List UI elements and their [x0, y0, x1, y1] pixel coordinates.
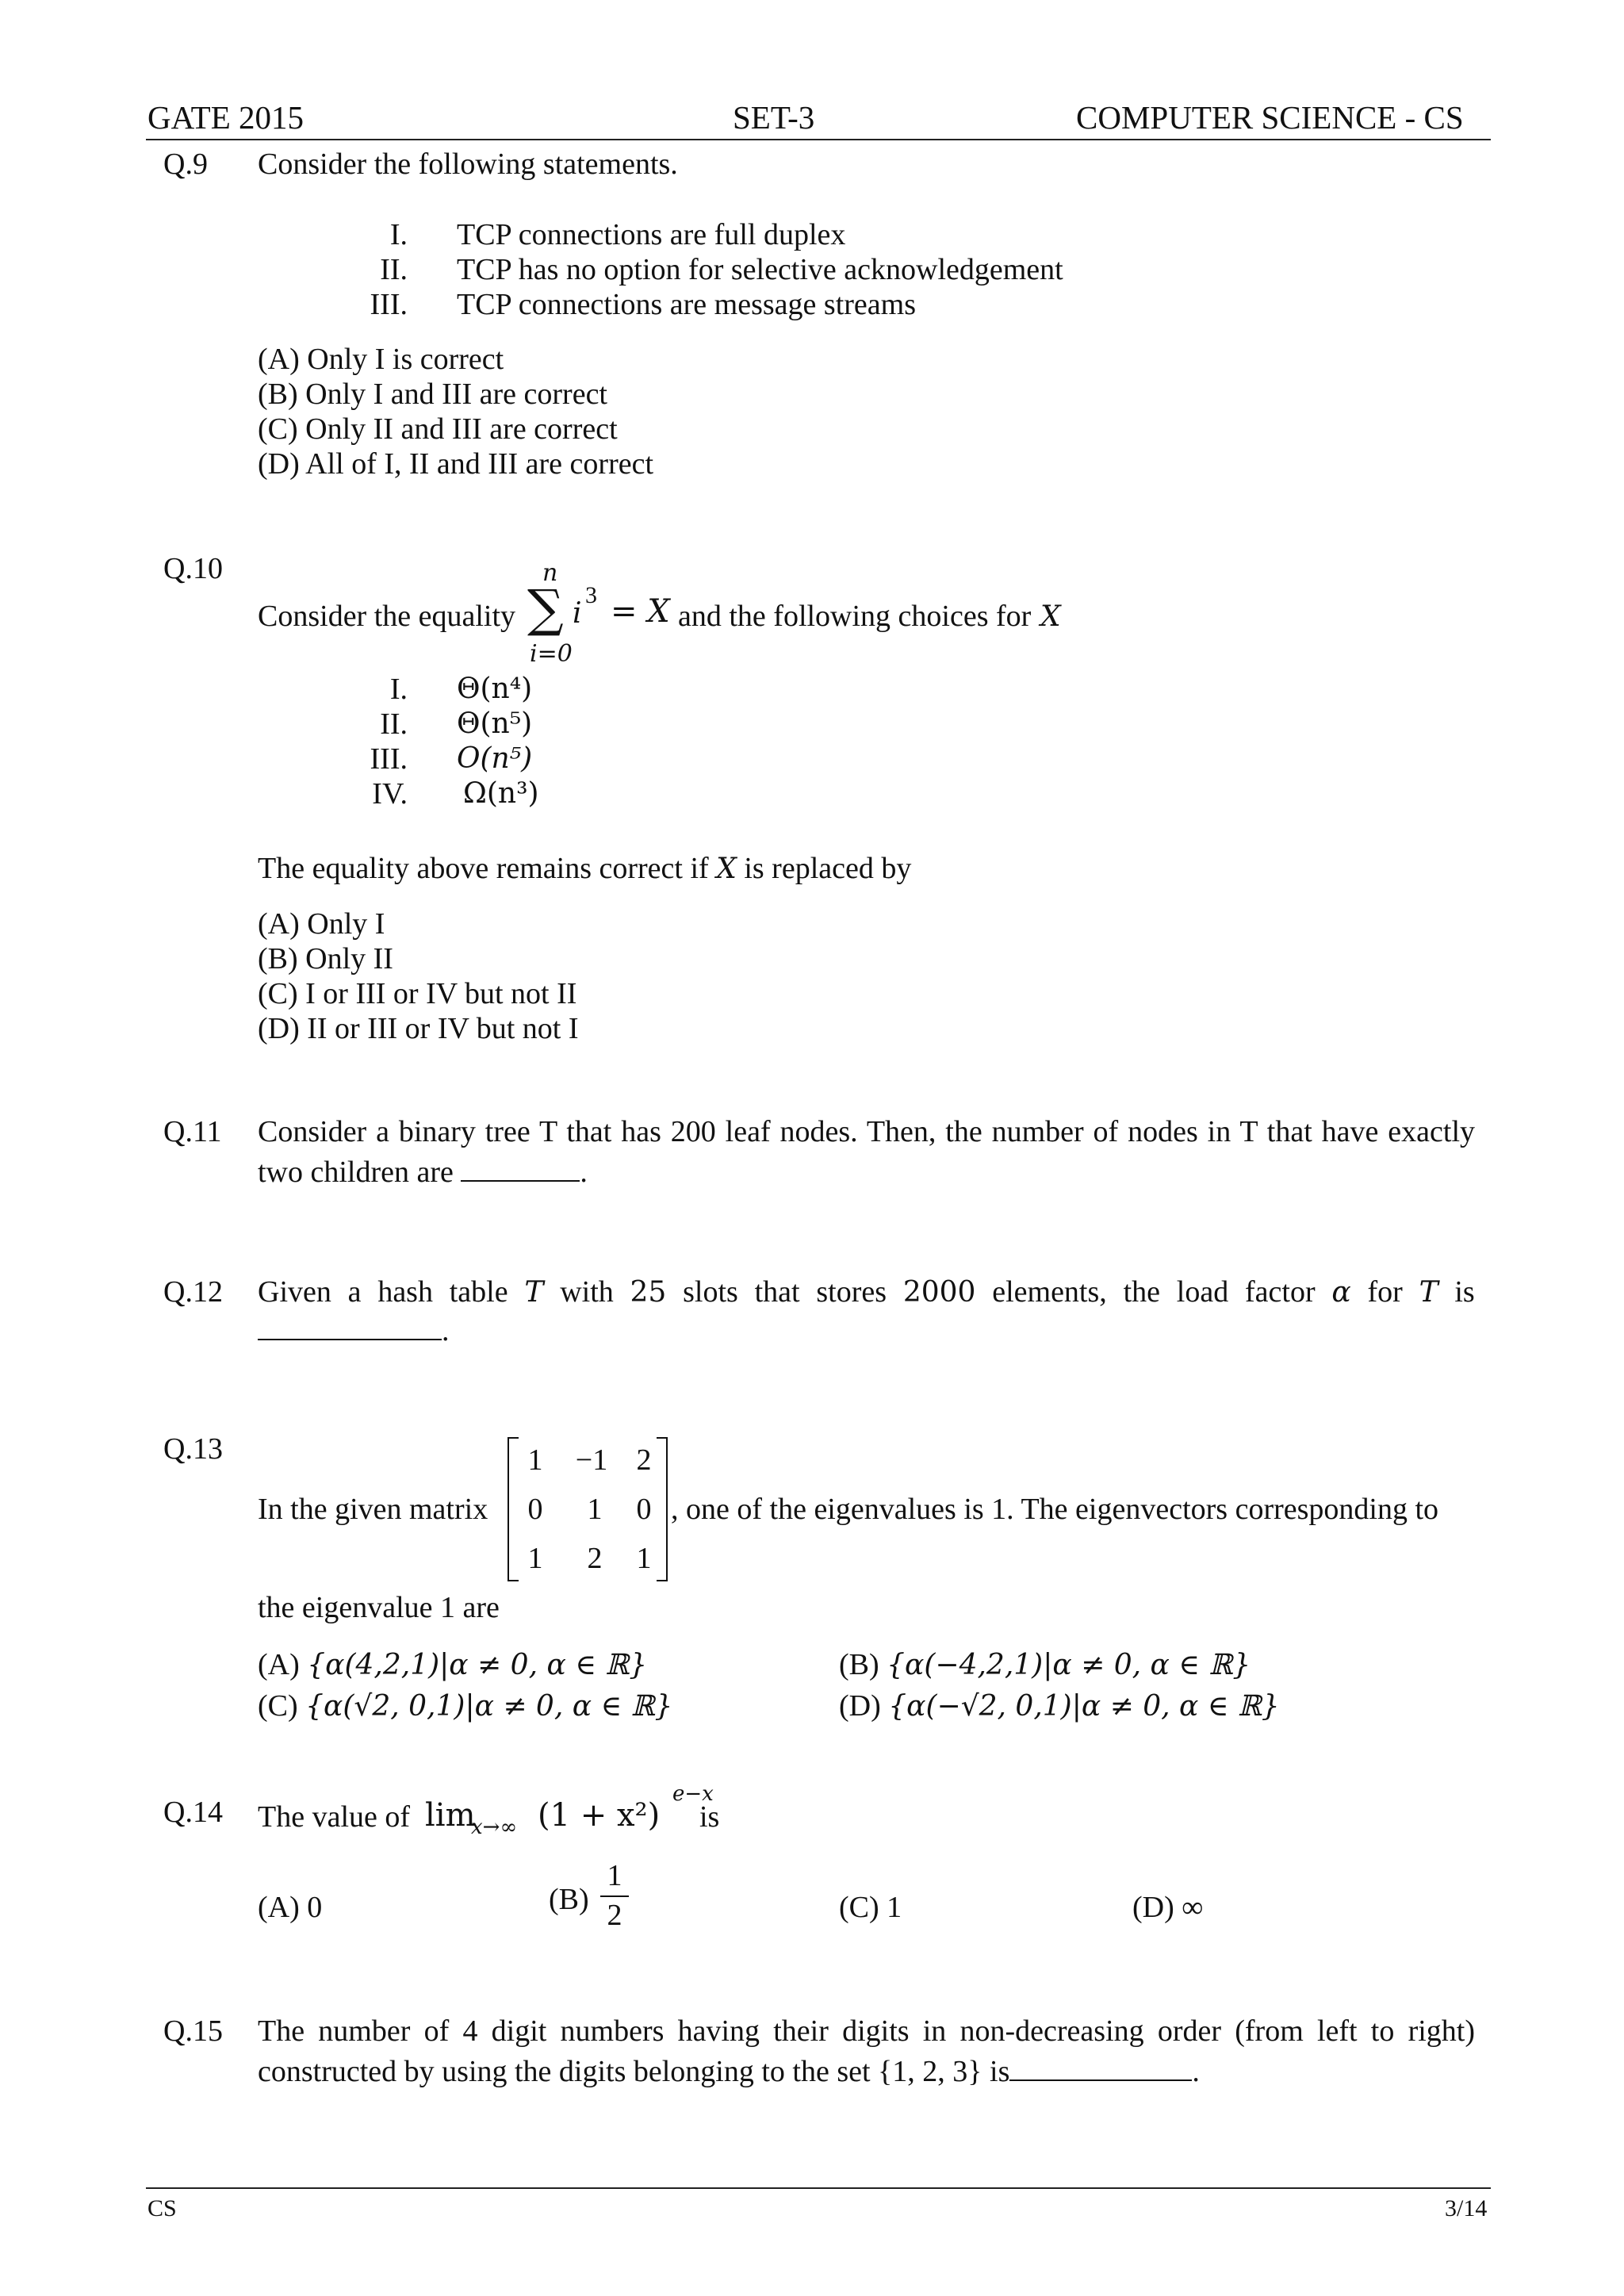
footer-paper-code: CS: [147, 2195, 177, 2221]
question-text: Consider the following statements.: [258, 148, 678, 181]
word: with: [560, 1275, 614, 1309]
question-number: Q.14: [163, 1796, 223, 1829]
limit-operator: lim: [425, 1797, 476, 1834]
word: Given: [258, 1275, 331, 1309]
question-text-part: is replaced by: [744, 852, 912, 885]
choice-text: O(n⁵): [457, 742, 533, 775]
choice-roman: III.: [370, 742, 408, 776]
question-text: , one of the eigenvalues is 1. The eigenvectors corresponding to: [671, 1493, 1439, 1526]
option-label: (A): [258, 1648, 300, 1681]
matrix-left-bracket: [508, 1437, 519, 1581]
option-text: {α(4,2,1)|α ≠ 0, α ∈ ℝ}: [307, 1649, 648, 1681]
question-text: The number of 4 digit numbers having their digits in non-decreasing order (from left to right): [258, 2014, 1475, 2048]
statement-text: TCP has no option for selective acknowledgement: [457, 253, 1063, 286]
statement-text: TCP connections are full duplex: [457, 218, 846, 251]
option-text: {α(√2, 0,1)|α ≠ 0, α ∈ ℝ}: [305, 1690, 673, 1723]
question-text-end: .: [1192, 2055, 1200, 2088]
header-subject: COMPUTER SCIENCE - CS: [1076, 99, 1464, 136]
question-number: Q.15: [163, 2014, 223, 2048]
word: slots: [683, 1275, 738, 1309]
word: that: [754, 1275, 800, 1309]
question-text-part: two children are: [258, 1156, 454, 1189]
question-text-end: .: [442, 1314, 450, 1347]
question-text: In the given matrix: [258, 1493, 488, 1526]
matrix-cell: 1: [636, 1542, 652, 1575]
statement-text: TCP connections are message streams: [457, 288, 916, 321]
limit-subscript: x→∞: [471, 1815, 518, 1839]
sum-lower-limit: i=0: [530, 640, 573, 668]
option-a: (A) Only I: [258, 907, 385, 941]
question-text: is: [699, 1800, 720, 1834]
word: elements,: [992, 1275, 1107, 1309]
option-d: (D) II or III or IV but not I: [258, 1012, 579, 1045]
word: hash: [377, 1275, 433, 1309]
footer-page-number: 3/14: [1445, 2195, 1488, 2221]
option-label: (B): [839, 1648, 879, 1681]
word: table: [449, 1275, 508, 1309]
option-a: [258, 1648, 647, 1683]
sum-exponent: 3: [585, 582, 597, 608]
option-c: [258, 1689, 672, 1724]
option-b-fraction: [600, 1859, 629, 1933]
matrix-cell: −1: [575, 1443, 608, 1477]
option-b: (B) Only II: [258, 942, 393, 976]
statement-roman: I.: [389, 218, 408, 251]
choice-text: Θ(n⁴): [457, 673, 533, 705]
number: 25: [630, 1276, 667, 1309]
summation-symbol: ∑: [527, 580, 564, 638]
word: for: [1367, 1275, 1403, 1309]
matrix-cell: 1: [587, 1493, 603, 1526]
choice-text: Θ(n⁵): [457, 707, 533, 740]
fraction-numerator: 1: [607, 1859, 622, 1892]
question-text: The value of: [258, 1800, 411, 1834]
word: factor: [1245, 1275, 1316, 1309]
answer-blank: [258, 1309, 442, 1340]
fraction-bar: [600, 1895, 629, 1897]
answer-blank: [461, 1150, 580, 1182]
limit-exponent: e−x: [672, 1782, 714, 1806]
choice-text: Ω(n³): [463, 777, 539, 810]
option-d: (D) All of I, II and III are correct: [258, 447, 654, 481]
question-text: [258, 1150, 588, 1190]
choice-roman: IV.: [372, 777, 408, 811]
option-d: (D) ∞: [1132, 1891, 1204, 1924]
question-number: Q.13: [163, 1432, 223, 1466]
matrix-cell: 1: [527, 1443, 543, 1477]
header-set: SET-3: [733, 99, 815, 136]
answer-line: [258, 1309, 450, 1349]
matrix-cell: 2: [636, 1443, 652, 1477]
limit-expression: (1 + x²): [538, 1797, 661, 1834]
variable-t: T: [524, 1276, 544, 1309]
word: is: [1454, 1275, 1475, 1309]
question-text-end: .: [580, 1156, 588, 1189]
option-c: (C) Only II and III are correct: [258, 412, 618, 446]
matrix-cell: 2: [587, 1542, 603, 1575]
question-text: the eigenvalue 1 are: [258, 1591, 500, 1624]
question-number: Q.10: [163, 552, 223, 585]
statement-roman: II.: [380, 253, 408, 286]
option-a: (A) 0: [258, 1891, 323, 1924]
header-exam: GATE 2015: [147, 99, 304, 136]
option-a: (A) Only I is correct: [258, 343, 504, 376]
question-text-part: The equality above remains correct if: [258, 852, 709, 885]
sum-term: i: [573, 597, 582, 630]
question-text: [258, 2049, 1200, 2090]
word: a: [347, 1275, 362, 1309]
question-number: Q.12: [163, 1275, 223, 1309]
question-text: Consider a binary tree T that has 200 leaf nodes. Then, the number of nodes in T that have exactly: [258, 1115, 1475, 1148]
question-text: Consider the equality: [258, 600, 516, 633]
variable-alpha: α: [1331, 1276, 1351, 1309]
sum-equals: = X: [611, 593, 670, 630]
sum-upper-limit: n: [542, 559, 558, 587]
option-b: (B) Only I and III are correct: [258, 378, 607, 411]
option-label: (D): [839, 1689, 881, 1723]
matrix-cell: 0: [636, 1493, 652, 1526]
number: 2000: [902, 1276, 976, 1309]
variable-t: T: [1419, 1276, 1438, 1309]
option-d: [839, 1689, 1280, 1724]
footer-rule: [146, 2187, 1491, 2189]
question-text: [258, 1275, 1475, 1310]
choice-roman: II.: [380, 707, 408, 741]
question-number: Q.9: [163, 148, 208, 181]
word: the: [1123, 1275, 1160, 1309]
matrix-cell: 1: [527, 1542, 543, 1575]
answer-blank: [1009, 2049, 1192, 2081]
matrix-cell: 0: [527, 1493, 543, 1526]
option-b-label: (B): [549, 1883, 589, 1916]
word: load: [1176, 1275, 1229, 1309]
header-rule: [146, 139, 1491, 140]
question-text-part: constructed by using the digits belonging to the set {1, 2, 3} is: [258, 2055, 1010, 2088]
statement-roman: III.: [370, 288, 408, 321]
variable-x: X: [716, 853, 737, 885]
fraction-denominator: 2: [607, 1898, 622, 1932]
option-text: {α(−√2, 0,1)|α ≠ 0, α ∈ ℝ}: [888, 1690, 1280, 1723]
question-text: [258, 852, 911, 887]
word: stores: [816, 1275, 887, 1309]
option-label: (C): [258, 1689, 298, 1723]
option-c: (C) 1: [839, 1891, 902, 1924]
option-b: [839, 1648, 1251, 1683]
option-text: {α(−4,2,1)|α ≠ 0, α ∈ ℝ}: [887, 1649, 1251, 1681]
question-number: Q.11: [163, 1115, 222, 1148]
option-c: (C) I or III or IV but not II: [258, 977, 577, 1010]
choice-roman: I.: [389, 673, 408, 706]
question-text: and the following choices for: [678, 600, 1032, 633]
variable-x: X: [1040, 600, 1061, 633]
